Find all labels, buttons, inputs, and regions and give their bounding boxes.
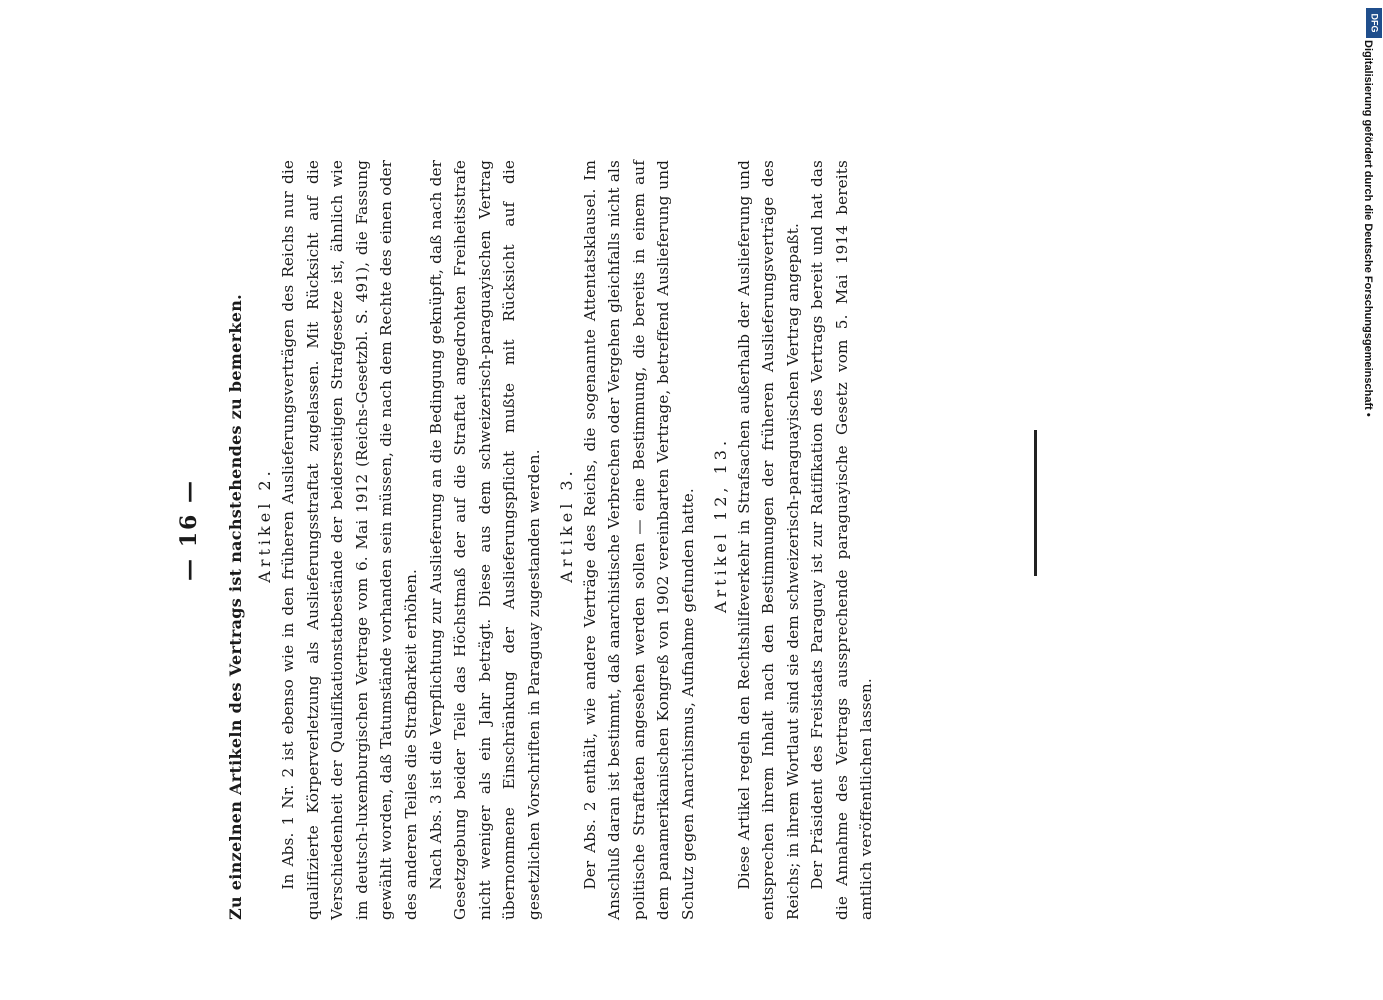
article-3-title: Artikel 3. — [556, 467, 576, 583]
article-12-13-title: Artikel 12, 13. — [710, 436, 730, 614]
dfg-logo-text: DFG — [1369, 13, 1379, 33]
rotated-text-block — [176, 160, 879, 920]
article-12-13-paragraph-1: Diese Artikel regeln den Rechtshilfeverkehr in Strafsachen außerhalb der Auslieferung und entsprechen ihrem Inhalt nach den Bestimmungen der früheren Auslieferungsverträge des Reichs; in ihrem Wortlaut sind sie dem schweizerisch-paraguayischen Vertrag angepaßt. — [734, 160, 802, 920]
digitization-credit: Digitalisierung gefördert durch die Deutsche Forschungsgemeinschaft • — [1362, 40, 1374, 417]
article-2-title: Artikel 2. — [255, 467, 274, 583]
closing-rule — [1034, 430, 1037, 576]
intro-heading: Zu einzelnen Artikeln des Vertrags ist nachstehendes zu bemerken. — [226, 294, 245, 920]
article-2-paragraph-1: In Abs. 1 Nr. 2 ist ebenso wie in den früheren Auslieferungsverträgen des Reichs nur die qualifizierte Körperverletzung als Auslieferungsstraftat zugelassen. Mit Rücksicht auf die Verschiedenheit der Qualifikationstatbestände der beiderseitigen Strafgesetze ist, ähnlich wie im deutsch-luxemburgischen Vertrage vom 6. Mai 1912 (Reichs-Gesetzbl. S. 491), die Fassung gewählt worden, daß Tatumstände vorhanden sein müssen, die nach dem Rechte des einen oder des anderen Teiles die Strafbarkeit erhöhen. — [279, 160, 420, 920]
article-12-13-paragraph-2: Der Präsident des Freistaats Paraguay ist zur Ratifikation des Vertrags bereit und hat das die Annahme des Vertrags aussprechende paraguayische Gesetz vom 5. Mai 1914 bereits amtlich veröffentlichen lassen. — [808, 160, 876, 920]
dfg-logo — [1366, 8, 1382, 38]
article-2-paragraph-2: Nach Abs. 3 ist die Verpflichtung zur Auslieferung an die Bedingung geknüpft, daß nach der Gesetzgebung beider Teile das Höchstmaß der auf die Straftat angedrohten Freiheitsstrafe nicht weniger als ein Jahr beträgt. Diese aus dem schweizerisch-paraguayischen Vertrag übernommene Einschränkung der Auslieferungspflicht mußte mit Rücksicht auf die gesetzlichen Vorschriften in Paraguay zugestanden werden. — [426, 160, 543, 920]
page-number: — 16 — — [176, 479, 202, 581]
article-3-paragraph-1: Der Abs. 2 enthält, wie andere Verträge des Reichs, die sogenannte Attentatsklausel. Im Anschluß daran ist bestimmt, daß anarchistische Verbrechen oder Vergehen gleichfalls nicht als politische Straftaten angesehen werden sollen — eine Bestimmung, die bereits in einem auf dem panamerikanischen Kongreß von 1902 vereinbarten Vertrage, betreffend Auslieferung und Schutz gegen Anarchismus, Aufnahme gefunden hatte. — [580, 160, 697, 920]
